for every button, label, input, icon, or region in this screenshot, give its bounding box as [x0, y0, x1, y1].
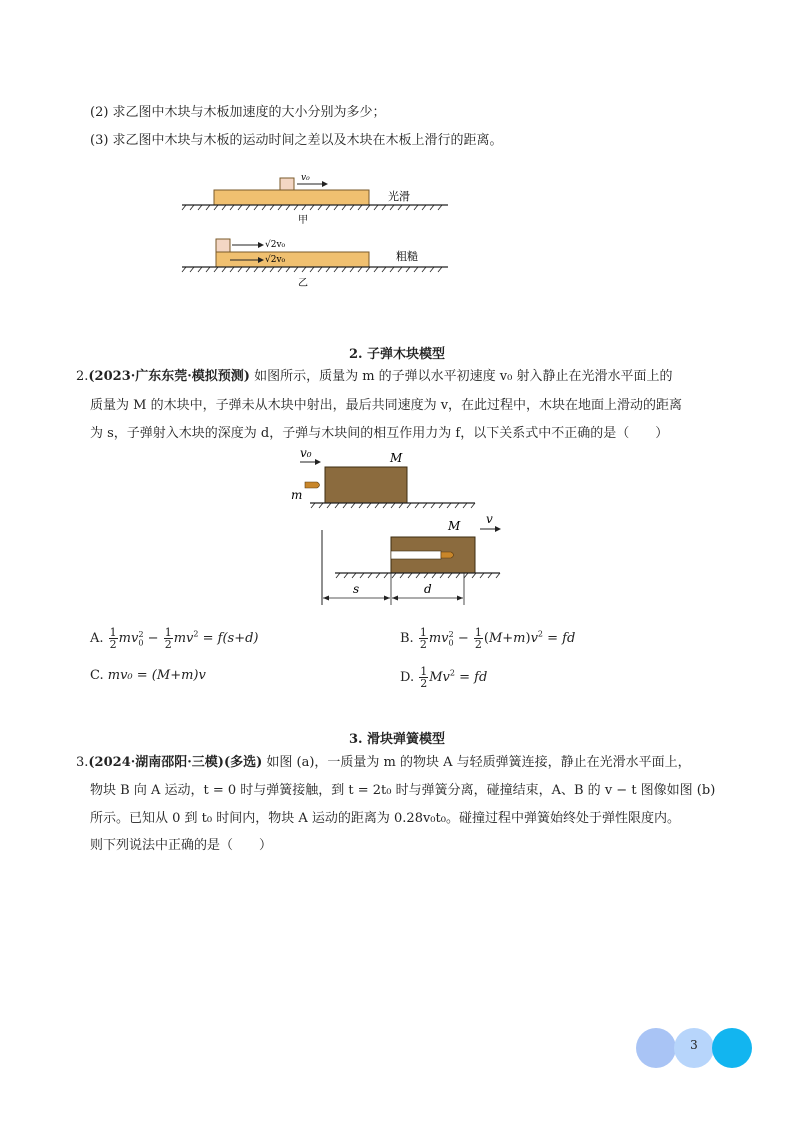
fig1-v-block: √2v₀	[265, 240, 286, 250]
block-b	[216, 239, 230, 252]
bullet-hole	[391, 551, 441, 559]
fig2-M-bottom: M	[448, 519, 461, 533]
fig2-M-top: M	[390, 451, 403, 465]
bullet-top	[305, 482, 320, 488]
q2-line1	[76, 367, 673, 387]
fig2-d: d	[424, 582, 432, 596]
ground-hatch-a	[182, 205, 442, 210]
page-number: 3	[690, 1038, 698, 1052]
q3-line1	[76, 753, 691, 773]
q2-source: (2023·广东东莞·模拟预测)	[88, 369, 250, 384]
bullet-bottom	[441, 552, 454, 558]
q3-source: (2024·湖南邵阳·三模)	[88, 755, 224, 770]
q3-line4: 则下列说法中正确的是（ ）	[90, 838, 273, 853]
page-number-badge	[636, 1028, 752, 1068]
q2-number: 2.	[76, 369, 89, 384]
q1-part2: (2) 求乙图中木块与木板加速度的大小分别为多少；	[90, 105, 386, 120]
section3-title: 3. 滑块弹簧模型	[348, 732, 446, 747]
fig2-m: m	[291, 488, 303, 502]
q3-line3: 所示。已知从 0 到 t₀ 时间内，物块 A 运动的距离为 0.28v₀t₀。碰撞过程中弹簧始终处于弹性限度内。	[90, 811, 680, 826]
q2-line1-text: 如图所示，质量为 m 的子弹以水平初速度 v₀ 射入静止在光滑水平面上的	[249, 369, 673, 384]
ground-hatch-bottom	[336, 573, 500, 578]
ground-hatch-top	[311, 503, 475, 508]
q2-line3: 为 s，子弹射入木块的深度为 d，子弹与木块间的相互作用力为 f，以下关系式中不正确的是（ ）	[90, 426, 669, 441]
fig2-v0: v₀	[300, 446, 312, 460]
option-d: D. $\frac{1}{2}$ Mv$^2$ = fd	[400, 665, 488, 690]
q3-number: 3.	[76, 755, 89, 770]
q1-part3: (3) 求乙图中木块与木板的运动时间之差以及木块在木板上滑行的距离。	[90, 133, 503, 148]
q3-line2: 物块 B 向 A 运动，t = 0 时与弹簧接触，到 t = 2t₀ 时与弹簧分离，碰撞结束，A、B 的 v − t 图像如图 (b)	[90, 783, 716, 798]
board-a	[214, 190, 369, 205]
ground-hatch-b	[182, 267, 442, 272]
fig1-v-board: √2v₀	[265, 255, 286, 265]
fig2-v: v	[486, 512, 493, 526]
fig1-rough-label: 粗糙	[396, 250, 418, 263]
fig2-s: s	[353, 582, 360, 596]
fig1-label-a: 甲	[298, 215, 308, 226]
section2-title: 2. 子弹木块模型	[348, 347, 446, 362]
figure-board-block	[180, 172, 460, 290]
block-a	[280, 178, 294, 190]
q2-line2: 质量为 M 的木块中，子弹未从木块中射出，最后共同速度为 v，在此过程中，木块在地面上滑动的距离	[90, 398, 683, 413]
q3-tag: (多选)	[223, 755, 263, 770]
option-c: C. mv₀ = (M+m)v	[90, 668, 206, 683]
fig1-v0: v₀	[301, 173, 310, 183]
block-top	[325, 467, 407, 503]
q3-line1-text: 如图 (a)，一质量为 m 的物块 A 与轻质弹簧连接，静止在光滑水平面上，	[262, 755, 691, 770]
option-b: B. $\frac{1}{2}$ $mv_0^2$ − $\frac{1}{2}$ $(M+m)v^2$ = fd	[400, 626, 576, 651]
option-a: A. $\frac{1}{2}$ $mv_0^2$ − $\frac{1}{2}$ $mv^2 = f(s+d)$	[90, 626, 259, 651]
figure-bullet-block	[285, 445, 510, 610]
fig1-label-b: 乙	[298, 278, 308, 289]
fig1-smooth-label: 光滑	[388, 190, 410, 203]
